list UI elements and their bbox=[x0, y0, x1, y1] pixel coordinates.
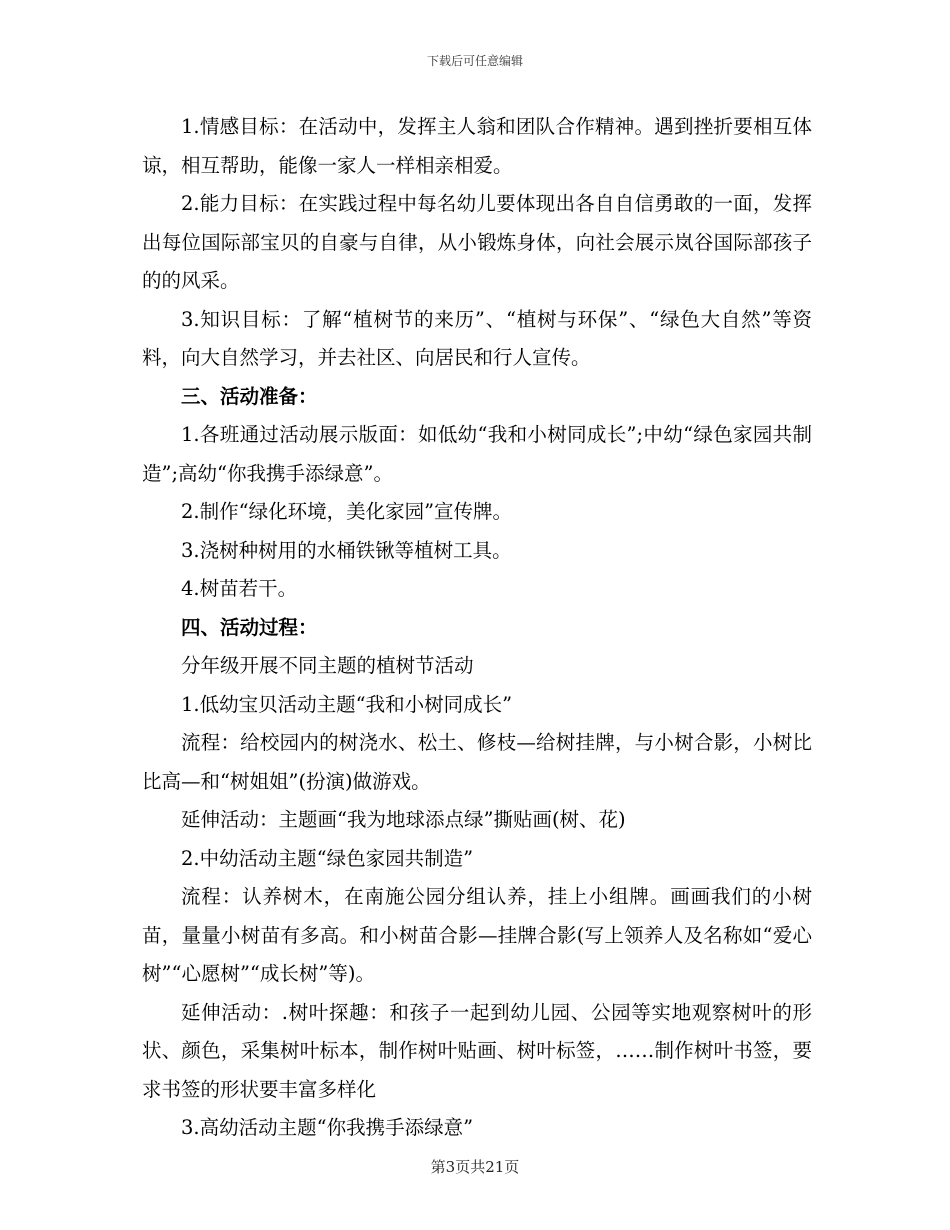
paragraph-prep-2: 2.制作“绿化环境，美化家园”宣传牌。 bbox=[181, 500, 513, 523]
paragraph-knowledge-goal: 3.知识目标：了解“植树节的来历”、“植树与环保”、“绿色大自然”等资料，向大自然学习，并去社区、向居民和行人宣传。 bbox=[142, 307, 812, 369]
paragraph-prep-4: 4.树苗若干。 bbox=[181, 577, 298, 600]
section-heading-process: 四、活动过程： bbox=[181, 615, 318, 639]
paragraph-prep-3: 3.浇树种树用的水桶铁锹等植树工具。 bbox=[181, 538, 512, 562]
paragraph-ability-goal: 2.能力目标：在实践过程中每名幼儿要体现出各自自信勇敢的一面，发挥出每位国际部宝贝的自豪与自律，从小锻炼身体，向社会展示岚谷国际部孩子的的风采。 bbox=[142, 192, 812, 292]
page-footer: 第3页共21页 bbox=[430, 1158, 520, 1176]
paragraph-middle-extension: 延伸活动：.树叶探趣：和孩子一起到幼儿园、公园等实地观察树叶的形状、颜色，采集树叶标本，制作树叶贴画、树叶标签，……制作树叶书签，要求书签的形状要丰富多样化 bbox=[142, 1000, 812, 1101]
paragraph-junior-extension: 延伸活动：主题画“我为地球添点绿”撕贴画(树、花) bbox=[181, 808, 626, 831]
paragraph-middle-flow: 流程：认养树木，在南施公园分组认养，挂上小组牌。画画我们的小树苗，量量小树苗有多高。和小树苗合影—挂牌合影(写上领养人及名称如“爱心树”“心愿树”“成长树”等)。 bbox=[142, 885, 812, 985]
paragraph-emotion-goal: 1.情感目标：在活动中，发挥主人翁和团队合作精神。遇到挫折要相互体谅，相互帮助，能像一家人一样相亲相爱。 bbox=[142, 115, 812, 177]
paragraph-junior-flow: 流程：给校园内的树浇水、松土、修枝—给树挂牌，与小树合影，小树比比高—和“树姐姐”(扮演)做游戏。 bbox=[142, 731, 812, 793]
section-heading-preparation: 三、活动准备： bbox=[181, 384, 318, 408]
page-header: 下载后可任意编辑 bbox=[426, 54, 523, 68]
paragraph-junior-theme: 1.低幼宝贝活动主题“我和小树同成长” bbox=[181, 692, 513, 716]
paragraph-senior-theme: 3.高幼活动主题“你我携手添绿意” bbox=[181, 1116, 474, 1139]
paragraph-process-intro: 分年级开展不同主题的植树节活动 bbox=[181, 654, 474, 677]
document-body bbox=[142, 108, 812, 1148]
paragraph-prep-1: 1.各班通过活动展示版面：如低幼“我和小树同成长”;中幼“绿色家园共制造”;高幼“你我携手添绿意”。 bbox=[142, 423, 812, 485]
paragraph-middle-theme: 2.中幼活动主题“绿色家园共制造” bbox=[181, 846, 474, 870]
